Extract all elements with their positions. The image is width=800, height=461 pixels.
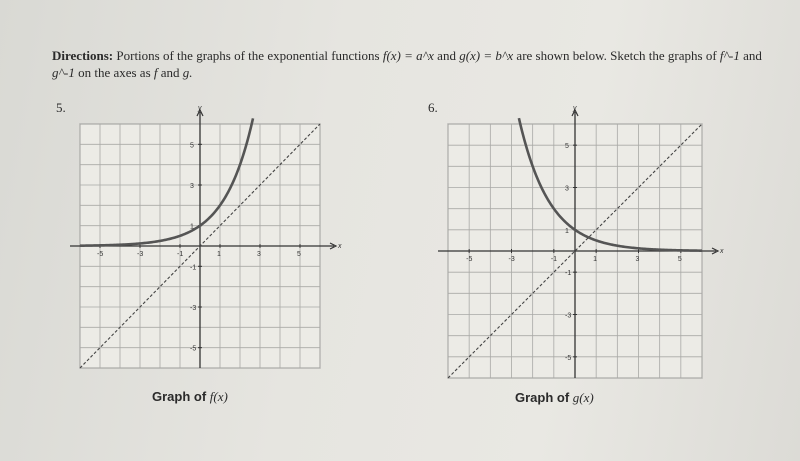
graph-f-caption xyxy=(152,389,228,405)
directions-text-3: on the axes as xyxy=(78,65,151,80)
graph-g-x-axis-label: x xyxy=(720,248,724,255)
graph-f-x-axis-label: x xyxy=(338,243,342,250)
graph-g-x-tick-label: 5 xyxy=(677,256,682,263)
graph-f-x-tick-label: -1 xyxy=(177,251,184,258)
graph-g-y-tick-label: -5 xyxy=(565,354,572,362)
graph-g-y-tick-label: 1 xyxy=(565,227,569,235)
graph-g-chart[interactable] xyxy=(432,100,722,390)
graph-g-x-tick-label: 3 xyxy=(635,256,640,263)
graph-g-y-tick-label: -1 xyxy=(565,270,572,278)
f-inverse: f^-1 xyxy=(719,48,740,63)
graph-f-x-tick-label: 5 xyxy=(297,251,301,258)
f-definition: f(x) = a^x xyxy=(382,48,434,63)
graph-f-y-tick-label: -3 xyxy=(190,305,197,312)
g-inverse: g^-1 xyxy=(52,65,75,80)
g-name: g. xyxy=(182,65,193,80)
graph-g-x-tick-label: 1 xyxy=(593,256,598,263)
directions-text-1: Portions of the graphs of the exponential functions xyxy=(116,48,380,63)
graph-f-y-axis-label: y xyxy=(198,105,202,112)
graph-g-x-tick-label: -1 xyxy=(550,256,558,263)
problem-5-number: 5. xyxy=(56,100,66,115)
graph-f-y-tick-label: -1 xyxy=(190,264,197,272)
graph-f-y-tick-label: 1 xyxy=(190,223,194,231)
graph-f-y-tick-label: -5 xyxy=(190,345,197,353)
graph-g-x-tick-label: -3 xyxy=(508,256,515,263)
graph-g-x-tick-label: -5 xyxy=(466,256,473,263)
graph-g-y-tick-label: 3 xyxy=(565,185,569,193)
directions-text xyxy=(52,47,782,81)
problem-6-number: 6. xyxy=(428,100,438,115)
directions-and-1: and xyxy=(437,48,456,63)
graph-f-x-tick-label: -5 xyxy=(97,251,104,258)
directions-and-2: and xyxy=(743,48,762,63)
directions-lead: Directions: xyxy=(52,48,114,63)
graph-g-caption xyxy=(515,390,594,406)
graph-g-caption-prefix: Graph of xyxy=(515,390,570,405)
graph-f-x-tick-label: 3 xyxy=(257,251,261,258)
graph-f-y-tick-label: 5 xyxy=(190,142,194,150)
graph-f-caption-prefix: Graph of xyxy=(152,389,207,404)
graph-f-x-tick-label: 1 xyxy=(217,251,221,258)
graph-f-x-tick-label: -3 xyxy=(137,251,144,258)
graph-g-y-axis-label: y xyxy=(573,105,577,112)
directions-text-2: are shown below. Sketch the graphs of xyxy=(516,48,717,63)
graph-g-caption-func: g(x) xyxy=(572,390,594,405)
graph-f-chart[interactable] xyxy=(64,100,344,375)
graph-g-y-tick-label: 5 xyxy=(565,143,569,151)
graph-g-y-tick-label: -3 xyxy=(565,312,572,320)
graph-f-y-tick-label: 3 xyxy=(190,183,194,190)
graph-f-caption-func: f(x) xyxy=(209,389,228,404)
f-name: f xyxy=(153,65,158,80)
directions-and-3: and xyxy=(160,65,180,80)
g-definition: g(x) = b^x xyxy=(459,48,514,63)
